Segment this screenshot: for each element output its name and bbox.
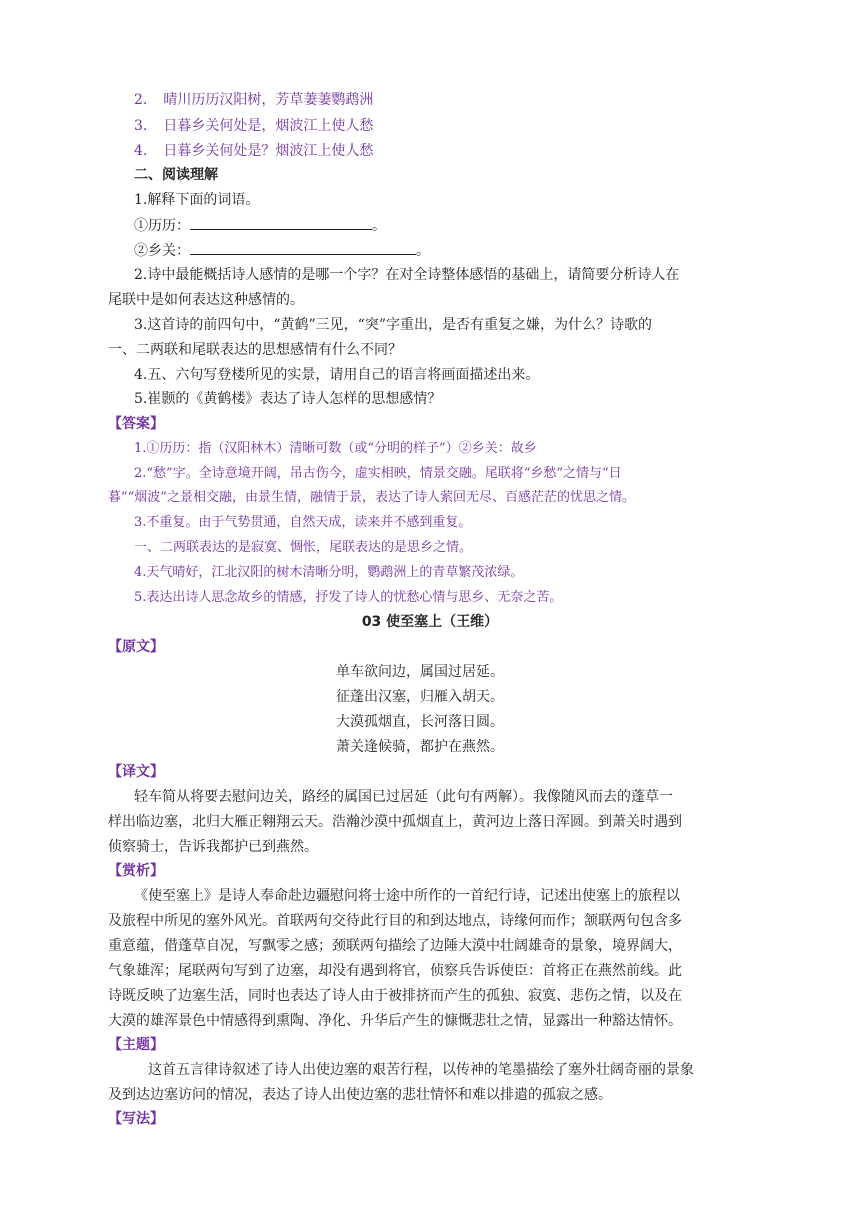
analysis-line: 《使至塞上》是诗人奉命赴边疆慰问将士途中所作的一首纪行诗，记述出使塞上的旅程以: [134, 888, 680, 904]
poem-line-number: 4.: [134, 143, 148, 159]
analysis-line: 诗既反映了边塞生活，同时也表达了诗人由于被排挤而产生的孤独、寂寞、悲伤之情，以及在: [108, 988, 682, 1004]
answers-label: 【答案】: [108, 416, 164, 432]
poem-line-4: [134, 141, 373, 161]
answer-2-line1: 2.“愁”字。全诗意境开阔，吊古伤今，虚实相映，情景交融。尾联将“乡愁”之情与“日: [134, 466, 622, 481]
answer-blank[interactable]: [190, 215, 372, 230]
poem-line-2: [134, 90, 373, 110]
answer-4: 4.天气晴好，江北汉阳的树木清晰分明，鹦鹉洲上的青草繁茂浓绿。: [134, 565, 524, 580]
poem-verse: 单车欲问边，属国过居延。: [336, 664, 504, 680]
poem-line-text: 日暮乡关何处是？烟波江上使人愁: [163, 143, 374, 159]
translation-label: 【译文】: [108, 764, 164, 780]
question-4: 4.五、六句写登楼所见的实景，请用自己的语言将画面描述出来。: [134, 367, 540, 383]
analysis-label: 【赏析】: [108, 863, 164, 879]
poem-verse: 大漠孤烟直，长河落日圆。: [336, 714, 504, 730]
question-3-line1: 3.这首诗的前四句中，“黄鹤”三见，“突”字重出，是否有重复之嫌，为什么？诗歌的: [134, 317, 652, 333]
poem-verse: 萧关逢候骑，都护在燕然。: [336, 739, 504, 755]
question-2-line2: 尾联中是如何表达这种感情的。: [108, 292, 304, 308]
answer-3-line1: 3.不重复。由于气势贯通，自然天成，读来并不感到重复。: [134, 515, 472, 530]
poem-line-text: 晴川历历汉阳树，芳草萋萋鹦鹉洲: [163, 92, 374, 108]
section-title: 03 使至塞上（王维）: [361, 614, 499, 630]
question-3-line2: 一、二两联和尾联表达的思想感情有什么不同？: [108, 342, 402, 358]
question-1a-label: ①历历：: [134, 218, 190, 234]
reading-heading: 二、阅读理解: [134, 167, 218, 183]
theme-line: 及到达边塞访问的情况，表达了诗人出使边塞的悲壮情怀和难以排遣的孤寂之感。: [108, 1087, 612, 1103]
answer-5: 5.表达出诗人思念故乡的情感，抒发了诗人的忧愁心情与思乡、无奈之苦。: [134, 590, 563, 605]
poem-verse: 征蓬出汉塞，归雁入胡天。: [336, 689, 504, 705]
analysis-line: 气象雄浑；尾联两句写到了边塞，却没有遇到将官，侦察兵告诉使臣：首将正在燕然前线。此: [108, 963, 682, 979]
analysis-line: 及旅程中所见的塞外风光。首联两句交待此行目的和到达地点，诗缘何而作；颔联两句包含多: [108, 913, 682, 929]
translation-line: 侦察骑士，告诉我都护已到燕然。: [108, 839, 318, 855]
question-1b-label: ②乡关：: [134, 243, 190, 259]
theme-line: 这首五言律诗叙述了诗人出使边塞的艰苦行程，以传神的笔墨描绘了塞外壮阔奇丽的景象: [148, 1062, 694, 1078]
question-5: 5.崔颢的《黄鹤楼》表达了诗人怎样的思想感情？: [134, 391, 442, 407]
theme-label: 【主题】: [108, 1037, 164, 1053]
translation-line: 样出临边塞，北归大雁正翱翔云天。浩瀚沙漠中孤烟直上，黄河边上落日浑圆。到萧关时遇到: [108, 814, 682, 830]
answer-blank[interactable]: [190, 240, 416, 255]
period: 。: [416, 243, 430, 259]
question-1a: [134, 215, 386, 236]
poem-line-number: 2.: [134, 92, 148, 108]
analysis-line: 重意蕴，借蓬草自况，写飘零之感；颈联两句描绘了边陲大漠中壮阔雄奇的景象，境界阔大，: [108, 938, 682, 954]
answer-3-line2: 一、二两联表达的是寂寞、惆怅，尾联表达的是思乡之情。: [134, 540, 473, 555]
poem-line-number: 3.: [134, 118, 148, 134]
original-label: 【原文】: [108, 639, 164, 655]
question-1: 1.解释下面的词语。: [134, 192, 260, 208]
question-1b: [134, 240, 430, 261]
writing-label: 【写法】: [108, 1111, 164, 1127]
answer-1: 1.①历历：指（汉阳林木）清晰可数（或“分明的样子”）②乡关：故乡: [134, 441, 537, 456]
poem-line-3: [134, 116, 373, 136]
period: 。: [372, 218, 386, 234]
translation-line: 轻车简从将要去慰问边关，路经的属国已过居延（此句有两解）。我像随风而去的蓬草一: [134, 789, 673, 805]
poem-line-text: 日暮乡关何处是，烟波江上使人愁: [163, 118, 374, 134]
question-2-line1: 2.诗中最能概括诗人感情的是哪一个字？在对全诗整体感悟的基础上，请简要分析诗人在: [134, 267, 680, 283]
analysis-line: 大漠的雄浑景色中情感得到熏陶、净化、升华后产生的慷慨悲壮之情，显露出一种豁达情怀。: [108, 1013, 682, 1029]
answer-2-line2: 暮”“烟波”之景相交融，由景生情，融情于景，表达了诗人萦回无尽、百感茫茫的忧思之情。: [108, 490, 635, 505]
